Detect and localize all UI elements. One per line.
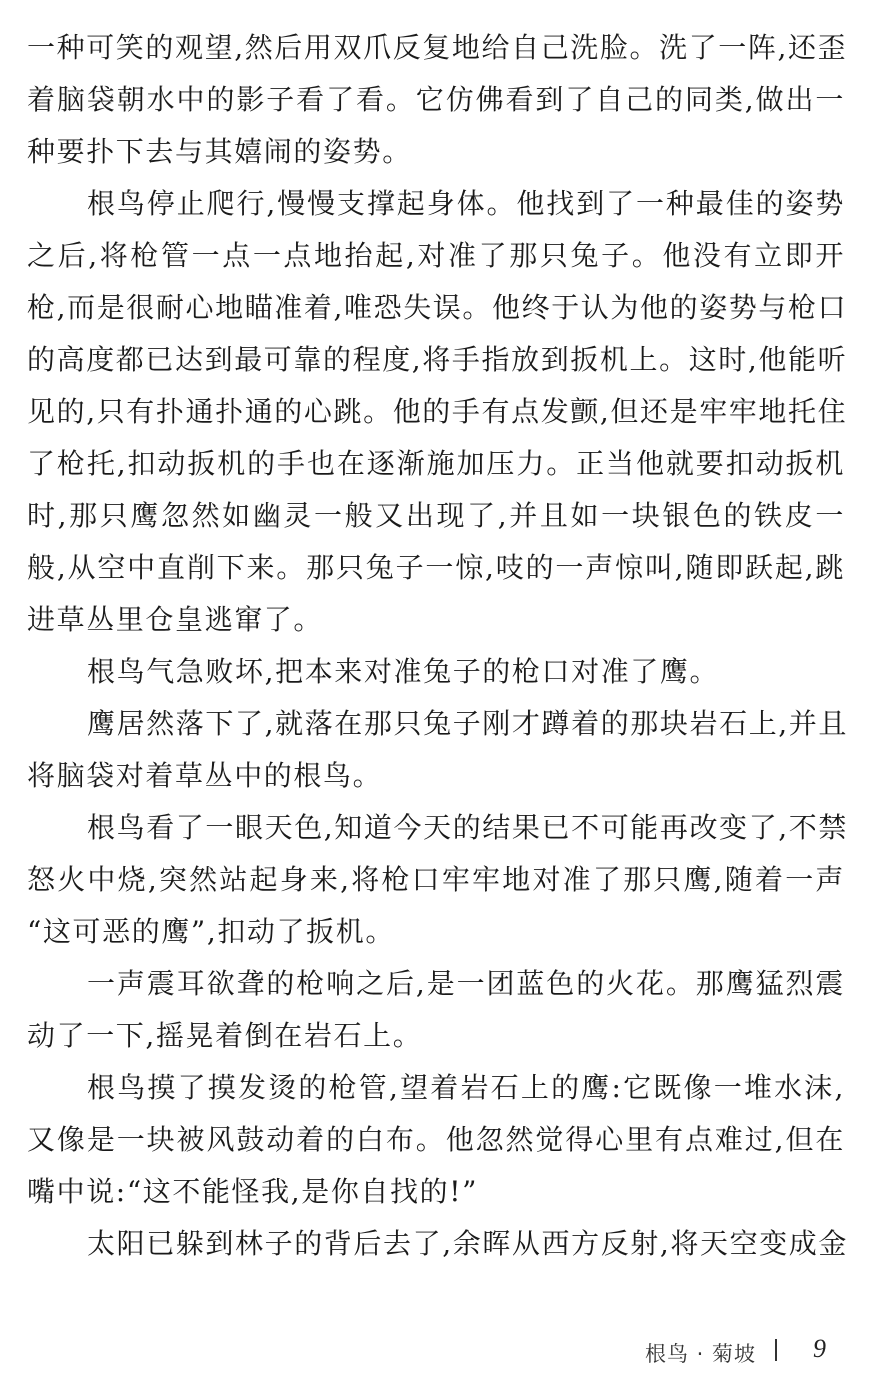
page-footer: [0, 1332, 872, 1372]
text-line: 嘴中说:“这不能怪我,是你自找的!”: [27, 1175, 479, 1208]
text-line: 怒火中烧,突然站起身来,将枪口牢牢地对准了那只鹰,随着一声: [27, 863, 845, 896]
text-line: 的高度都已达到最可靠的程度,将手指放到扳机上。这时,他能听: [27, 343, 848, 376]
text-line: 了枪托,扣动扳机的手也在逐渐施加压力。正当他就要扣动扳机: [27, 447, 845, 480]
text-line: 般,从空中直削下来。那只兔子一惊,吱的一声惊叫,随即跃起,跳: [27, 551, 845, 584]
text-line: 鹰居然落下了,就落在那只兔子刚才蹲着的那块岩石上,并且: [87, 707, 849, 740]
page-number: 9: [813, 1334, 826, 1363]
text-line: 枪,而是很耐心地瞄准着,唯恐失误。他终于认为他的姿势与枪口: [27, 291, 848, 324]
text-line: 进草丛里仓皇逃窜了。: [27, 603, 324, 636]
text-line: 根鸟看了一眼天色,知道今天的结果已不可能再改变了,不禁: [87, 811, 849, 844]
text-line: 根鸟摸了摸发烫的枪管,望着岩石上的鹰:它既像一堆水沫,: [87, 1071, 845, 1104]
footer-divider: [775, 1339, 777, 1361]
text-line: 种要扑下去与其嬉闹的姿势。: [27, 135, 412, 168]
text-line: 见的,只有扑通扑通的心跳。他的手有点发颤,但还是牢牢地托住: [27, 395, 848, 428]
text-line: 将脑袋对着草丛中的根鸟。: [27, 759, 383, 792]
text-line: 着脑袋朝水中的影子看了看。它仿佛看到了自己的同类,做出一: [27, 83, 845, 116]
text-line: 一种可笑的观望,然后用双爪反复地给自己洗脸。洗了一阵,还歪: [27, 31, 848, 64]
page-body-text: [27, 22, 849, 1270]
text-line: 时,那只鹰忽然如幽灵一般又出现了,并且如一块银色的铁皮一: [27, 499, 845, 532]
text-line: 根鸟停止爬行,慢慢支撑起身体。他找到了一种最佳的姿势: [87, 187, 845, 220]
text-line: “这可恶的鹰”,扣动了扳机。: [27, 915, 395, 948]
text-line: 一声震耳欲聋的枪响之后,是一团蓝色的火花。那鹰猛烈震: [87, 967, 845, 1000]
text-line: 根鸟气急败坏,把本来对准兔子的枪口对准了鹰。: [87, 655, 720, 688]
text-line: 太阳已躲到林子的背后去了,余晖从西方反射,将天空变成金: [87, 1227, 849, 1260]
running-title: 根鸟 · 菊坡: [645, 1342, 757, 1366]
text-line: 动了一下,摇晃着倒在岩石上。: [27, 1019, 423, 1052]
text-line: 又像是一块被风鼓动着的白布。他忽然觉得心里有点难过,但在: [27, 1123, 845, 1156]
text-line: 之后,将枪管一点一点地抬起,对准了那只兔子。他没有立即开: [27, 239, 845, 272]
